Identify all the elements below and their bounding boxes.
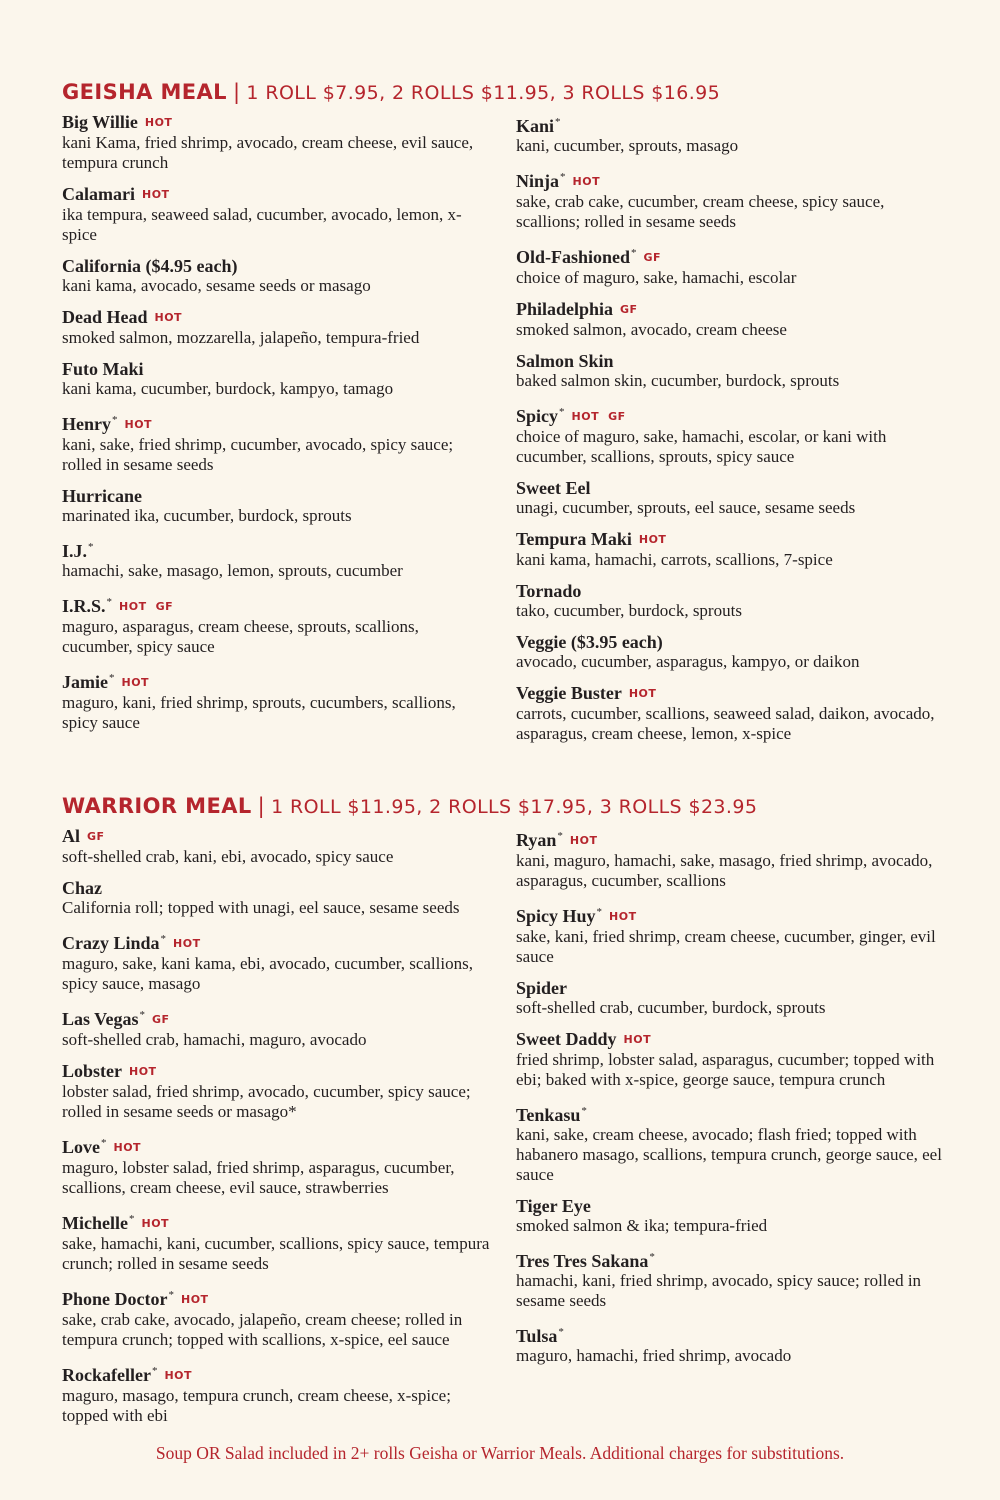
- asterisk-mark: *: [88, 541, 94, 553]
- menu-item-description: maguro, masago, tempura crunch, cream cheese, x-spice; topped with ebi: [62, 1386, 451, 1425]
- asterisk-mark: *: [108, 672, 115, 684]
- hot-badge: HOT: [173, 937, 201, 950]
- menu-item-description: baked salmon skin, cucumber, burdock, sprouts: [516, 371, 840, 390]
- menu-item-name: Ninja: [516, 171, 560, 191]
- right-column: [516, 826, 942, 1377]
- menu-item-title: [516, 243, 942, 268]
- menu-item-description: smoked salmon, avocado, cream cheese: [516, 320, 787, 339]
- menu-item-name: Big Willie: [62, 112, 138, 132]
- hot-badge: HOT: [609, 910, 637, 923]
- asterisk-mark: *: [151, 1365, 158, 1377]
- menu-item: [62, 184, 492, 245]
- menu-item-name: Tiger Eye: [516, 1196, 591, 1216]
- menu-item: [516, 243, 942, 288]
- menu-item-description: kani kama, avocado, sesame seeds or masago: [62, 276, 371, 295]
- menu-item-description: maguro, kani, fried shrimp, sprouts, cucumbers, scallions, spicy sauce: [62, 693, 456, 732]
- menu-item-title: [516, 632, 942, 652]
- menu-item-name: Lobster: [62, 1061, 122, 1081]
- menu-item: [62, 1209, 492, 1274]
- menu-item-title: [62, 486, 492, 506]
- menu-item-title: [62, 668, 492, 693]
- menu-item: [516, 1322, 942, 1366]
- gluten-free-badge: GF: [643, 251, 662, 264]
- menu-item-description: lobster salad, fried shrimp, avocado, cucumber, spicy sauce; rolled in sesame seeds or masago*: [62, 1082, 471, 1121]
- hot-badge: HOT: [121, 676, 150, 689]
- menu-item-description: tako, cucumber, burdock, sprouts: [516, 601, 742, 620]
- menu-item: [62, 1061, 492, 1122]
- asterisk-mark: *: [559, 406, 565, 418]
- menu-item-name: Ryan: [516, 830, 557, 850]
- menu-item-title: [516, 902, 942, 927]
- menu-item: [516, 683, 942, 744]
- menu-item: [516, 112, 942, 156]
- menu-item-title: [62, 1361, 492, 1386]
- menu-item-description: choice of maguro, sake, hamachi, escolar, or kani with cucumber, scallions, sprouts, spicy sauce: [516, 427, 887, 466]
- hot-badge: HOT: [141, 1217, 170, 1230]
- menu-item-title: [62, 307, 492, 328]
- menu-item: [516, 826, 942, 891]
- menu-item-title: [62, 1133, 492, 1158]
- menu-item-name: Rockafeller: [62, 1365, 151, 1385]
- menu-item-description: maguro, hamachi, fried shrimp, avocado: [516, 1346, 792, 1365]
- menu-item-name: Spicy Huy: [516, 906, 596, 926]
- asterisk-mark: *: [101, 1137, 107, 1149]
- menu-item-name: Old-Fashioned: [516, 247, 631, 267]
- menu-item-name: Philadelphia: [516, 299, 614, 319]
- menu-item: [516, 581, 942, 621]
- menu-item-name: Salmon Skin: [516, 351, 614, 371]
- heading-separator: |: [232, 80, 241, 104]
- menu-item-name: Henry: [62, 414, 111, 434]
- menu-item-title: [516, 978, 942, 998]
- menu-item-description: hamachi, sake, masago, lemon, sprouts, cucumber: [62, 561, 403, 580]
- footer-note: Soup OR Salad included in 2+ rolls Geisha or Warrior Meals. Additional charges for substitutions.: [155, 1443, 845, 1463]
- menu-item: [62, 307, 492, 348]
- hot-badge: HOT: [154, 311, 183, 324]
- hot-badge: HOT: [129, 1065, 157, 1078]
- section-title: WARRIOR MEAL: [62, 794, 252, 818]
- menu-item-description: soft-shelled crab, hamachi, maguro, avocado: [62, 1030, 367, 1049]
- menu-item: [516, 299, 942, 340]
- menu-item-description: sake, crab cake, avocado, jalapeño, cream cheese; rolled in tempura crunch; topped with scallions, x-spice, eel sauce: [62, 1310, 463, 1349]
- menu-item: [516, 167, 942, 232]
- hot-badge: HOT: [623, 1033, 652, 1046]
- menu-item-name: Tempura Maki: [516, 529, 632, 549]
- menu-item-title: [62, 537, 492, 561]
- section-prices: 1 ROLL $7.95, 2 ROLLS $11.95, 3 ROLLS $16.95: [246, 82, 721, 104]
- right-column: [516, 112, 942, 755]
- menu-item-description: unagi, cucumber, sprouts, eel sauce, sesame seeds: [516, 498, 856, 517]
- menu-item-title: [62, 929, 492, 954]
- gluten-free-badge: GF: [620, 303, 638, 316]
- menu-item: [62, 826, 492, 867]
- asterisk-mark: *: [160, 933, 167, 945]
- menu-item-title: [516, 826, 942, 851]
- menu-item-description: smoked salmon, mozzarella, jalapeño, tempura-fried: [62, 328, 420, 347]
- menu-item: [62, 537, 492, 581]
- menu-item: [516, 478, 942, 518]
- hot-badge: HOT: [144, 116, 173, 129]
- menu-item: [516, 1247, 942, 1311]
- asterisk-mark: *: [112, 414, 118, 426]
- menu-item: [62, 1005, 492, 1050]
- section-prices: 1 ROLL $11.95, 2 ROLLS $17.95, 3 ROLLS $23.95: [271, 796, 758, 818]
- menu-item-title: [516, 1101, 942, 1125]
- menu-item-description: soft-shelled crab, cucumber, burdock, sprouts: [516, 998, 826, 1017]
- hot-badge: HOT: [569, 834, 598, 847]
- menu-item-name: Sweet Eel: [516, 478, 591, 498]
- gluten-free-badge: GF: [155, 600, 174, 613]
- menu-item-title: [516, 1196, 942, 1216]
- menu-item-name: Love: [62, 1137, 100, 1157]
- menu-item-title: [516, 1322, 942, 1346]
- menu-item: [516, 529, 942, 570]
- menu-item-name: Spider: [516, 978, 568, 998]
- menu-item: [62, 1285, 492, 1350]
- menu-item: [516, 978, 942, 1018]
- menu-item: [62, 256, 492, 296]
- hot-badge: HOT: [638, 533, 667, 546]
- menu-item-description: maguro, asparagus, cream cheese, sprouts, scallions, cucumber, spicy sauce: [62, 617, 419, 656]
- menu-item-name: Veggie ($3.95 each): [516, 632, 663, 652]
- menu-item-title: [516, 167, 942, 192]
- menu-item-title: [516, 351, 942, 371]
- menu-item-name: Jamie: [62, 672, 108, 692]
- heading-separator: |: [257, 794, 266, 818]
- menu-item: [516, 1029, 942, 1090]
- asterisk-mark: *: [560, 171, 566, 183]
- menu-item-name: Calamari: [62, 184, 135, 204]
- asterisk-mark: *: [555, 116, 561, 128]
- menu-item: [516, 402, 942, 467]
- menu-item-title: [516, 529, 942, 550]
- menu-item-title: [516, 1029, 942, 1050]
- gluten-free-badge: GF: [608, 410, 626, 423]
- menu-item-title: [516, 478, 942, 498]
- menu-item-name: I.R.S.: [62, 596, 106, 616]
- asterisk-mark: *: [106, 596, 113, 608]
- asterisk-mark: *: [631, 247, 637, 259]
- menu-item-title: [516, 112, 942, 136]
- menu-item-name: Al: [62, 826, 80, 846]
- menu-item-description: kani, sake, fried shrimp, cucumber, avocado, spicy sauce; rolled in sesame seeds: [62, 435, 454, 474]
- menu-item-title: [62, 878, 492, 898]
- menu-item: [516, 1196, 942, 1236]
- menu-item-title: [516, 683, 942, 704]
- menu-item-title: [62, 826, 492, 847]
- gluten-free-badge: GF: [87, 830, 105, 843]
- menu-item-name: Tenkasu: [516, 1105, 581, 1125]
- menu-item-name: Veggie Buster: [516, 683, 622, 703]
- menu-item-description: kani, sake, cream cheese, avocado; flash fried; topped with habanero masago, scallions, tempura crunch, george sauce, eel sauce: [516, 1125, 942, 1184]
- hot-badge: HOT: [113, 1141, 142, 1154]
- menu-item-description: California roll; topped with unagi, eel sauce, sesame seeds: [62, 898, 460, 917]
- menu-item-name: Spicy: [516, 406, 559, 426]
- menu-item-title: [62, 112, 492, 133]
- gluten-free-badge: GF: [152, 1013, 170, 1026]
- menu-item: [62, 878, 492, 918]
- menu-item-title: [62, 1209, 492, 1234]
- menu-item-description: kani kama, hamachi, carrots, scallions, 7-spice: [516, 550, 833, 569]
- menu-item: [62, 359, 492, 399]
- menu-item-name: Sweet Daddy: [516, 1029, 617, 1049]
- hot-badge: HOT: [571, 410, 600, 423]
- menu-item-title: [62, 256, 492, 276]
- menu-item-description: smoked salmon & ika; tempura-fried: [516, 1216, 768, 1235]
- menu-item: [62, 1361, 492, 1426]
- menu-item-description: kani Kama, fried shrimp, avocado, cream cheese, evil sauce, tempura crunch: [62, 133, 474, 172]
- hot-badge: HOT: [180, 1293, 209, 1306]
- menu-item: [62, 486, 492, 526]
- menu-item-title: [516, 299, 942, 320]
- menu-item-name: Phone Doctor: [62, 1289, 168, 1309]
- hot-badge: HOT: [572, 175, 601, 188]
- asterisk-mark: *: [649, 1251, 655, 1263]
- section-heading: [62, 78, 942, 107]
- menu-item-name: Michelle: [62, 1213, 128, 1233]
- left-column: [62, 112, 492, 744]
- menu-item-name: Futo Maki: [62, 359, 144, 379]
- menu-item-name: Kani: [516, 116, 555, 136]
- menu-item-name: I.J.: [62, 541, 88, 561]
- menu-item-title: [62, 184, 492, 205]
- hot-badge: HOT: [164, 1369, 193, 1382]
- menu-item-description: kani kama, cucumber, burdock, kampyo, tamago: [62, 379, 394, 398]
- menu-item-description: kani, cucumber, sprouts, masago: [516, 136, 739, 155]
- menu-item-title: [62, 1005, 492, 1030]
- menu-item-description: kani, maguro, hamachi, sake, masago, fried shrimp, avocado, asparagus, cucumber, scallions: [516, 851, 933, 890]
- menu-item-description: carrots, cucumber, scallions, seaweed salad, daikon, avocado, asparagus, cream cheese, lemon, x-spice: [516, 704, 935, 743]
- menu-item-name: Dead Head: [62, 307, 148, 327]
- asterisk-mark: *: [581, 1105, 587, 1117]
- menu-item: [62, 112, 492, 173]
- menu-item: [62, 592, 492, 657]
- menu-item-name: California ($4.95 each): [62, 256, 238, 276]
- asterisk-mark: *: [596, 906, 603, 918]
- menu-item: [62, 410, 492, 475]
- menu-item-title: [62, 359, 492, 379]
- asterisk-mark: *: [168, 1289, 174, 1301]
- geisha-meal-section: [62, 78, 942, 743]
- section-title: GEISHA MEAL: [62, 80, 227, 104]
- hot-badge: HOT: [628, 687, 657, 700]
- asterisk-mark: *: [558, 1326, 564, 1338]
- menu-item-description: sake, kani, fried shrimp, cream cheese, cucumber, ginger, evil sauce: [516, 927, 936, 966]
- asterisk-mark: *: [139, 1009, 146, 1021]
- menu-item-description: avocado, cucumber, asparagus, kampyo, or daikon: [516, 652, 860, 671]
- menu-item-name: Las Vegas: [62, 1009, 139, 1029]
- menu-item-name: Chaz: [62, 878, 102, 898]
- menu-item-title: [62, 1285, 492, 1310]
- menu-item: [516, 351, 942, 391]
- menu-item-description: maguro, lobster salad, fried shrimp, asparagus, cucumber, scallions, cream cheese, evil sauce, strawberries: [62, 1158, 455, 1197]
- menu-item-description: sake, hamachi, kani, cucumber, scallions, spicy sauce, tempura crunch; rolled in sesame seeds: [62, 1234, 490, 1273]
- menu-item-description: choice of maguro, sake, hamachi, escolar: [516, 268, 797, 287]
- menu-item: [62, 1133, 492, 1198]
- menu-item-name: Tulsa: [516, 1326, 558, 1346]
- menu-item-description: hamachi, kani, fried shrimp, avocado, spicy sauce; rolled in sesame seeds: [516, 1271, 922, 1310]
- menu-item-description: soft-shelled crab, kani, ebi, avocado, spicy sauce: [62, 847, 394, 866]
- hot-badge: HOT: [141, 188, 170, 201]
- menu-item-description: marinated ika, cucumber, burdock, sprouts: [62, 506, 352, 525]
- menu-item: [62, 929, 492, 994]
- hot-badge: HOT: [119, 600, 147, 613]
- menu-item-title: [516, 581, 942, 601]
- menu-item: [516, 1101, 942, 1185]
- menu-item-title: [62, 410, 492, 435]
- menu-item-title: [516, 1247, 942, 1271]
- menu-item-description: fried shrimp, lobster salad, asparagus, cucumber; topped with ebi; baked with x-spice, george sauce, tempura crunch: [516, 1050, 935, 1089]
- menu-item: [62, 668, 492, 733]
- menu-item-name: Hurricane: [62, 486, 142, 506]
- menu-item-name: Crazy Linda: [62, 933, 160, 953]
- asterisk-mark: *: [557, 830, 563, 842]
- menu-item-description: sake, crab cake, cucumber, cream cheese, spicy sauce, scallions; rolled in sesame seeds: [516, 192, 885, 231]
- menu-item-name: Tres Tres Sakana: [516, 1251, 649, 1271]
- menu-item-title: [62, 1061, 492, 1082]
- menu-item: [516, 902, 942, 967]
- menu-item-name: Tornado: [516, 581, 582, 601]
- asterisk-mark: *: [128, 1213, 135, 1225]
- menu-item-description: ika tempura, seaweed salad, cucumber, avocado, lemon, x-spice: [62, 205, 462, 244]
- left-column: [62, 826, 492, 1437]
- section-heading: [62, 792, 942, 821]
- warrior-meal-section: [62, 792, 942, 1425]
- menu-item-title: [516, 402, 942, 427]
- hot-badge: HOT: [124, 418, 153, 431]
- menu-item-description: maguro, sake, kani kama, ebi, avocado, cucumber, scallions, spicy sauce, masago: [62, 954, 473, 993]
- menu-item-title: [62, 592, 492, 617]
- menu-item: [516, 632, 942, 672]
